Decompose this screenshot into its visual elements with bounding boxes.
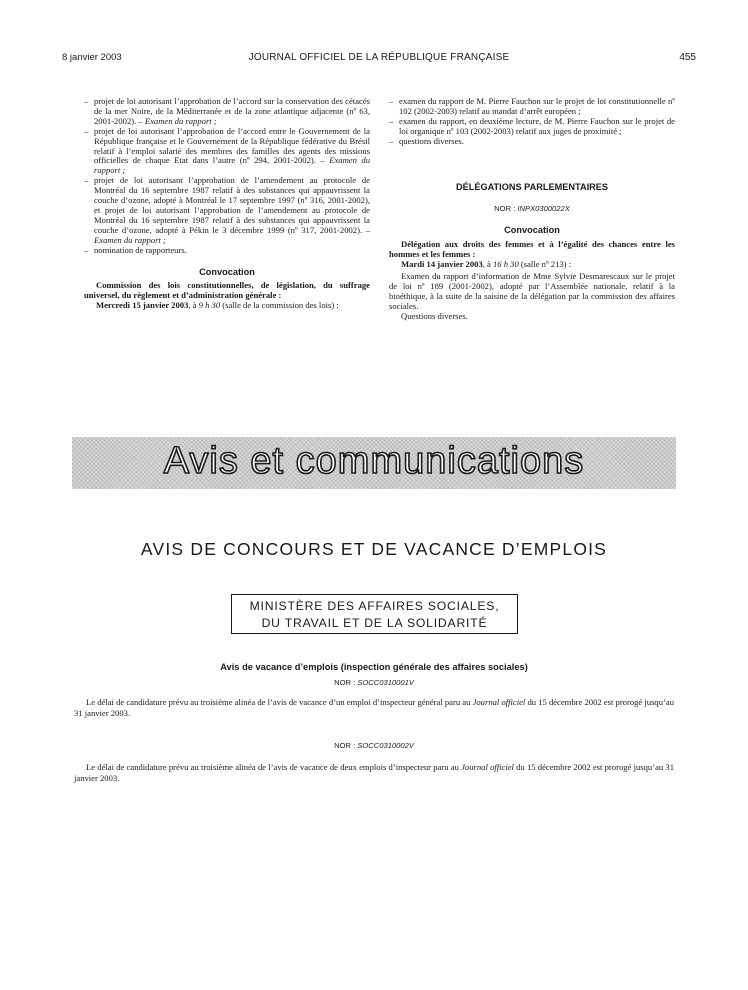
list-item: – examen du rapport, en deuxième lecture, de M. Pierre Fauchon sur le projet de loi organique nº 103 (2002-2003) relatif aux juges de proximité ; (389, 115, 675, 136)
agenda-list-left (84, 97, 370, 256)
convocation-heading: Convocation (504, 225, 560, 236)
notice-paragraph-1: Le délai de candidature prévu au troisième alinéa de l’avis de vacance d’un emploi d’inspecteur général paru au Journal officiel du 15 décembre 2002 est prorogé jusqu’au 31 janvier 2003. (74, 697, 674, 718)
header-date: 8 janvier 2003 (62, 52, 122, 63)
ministry-line-1: MINISTÈRE DES AFFAIRES SOCIALES, (249, 599, 500, 613)
list-item: – projet de loi autorisant l’approbation de l’accord entre le Gouvernement de la République française et le Gouvernement de la République fédérative du Brésil relatif à l’emploi salarié des membres des familles des agents des missions officielles de chaque Etat dans l’autre (nº 294, 2001-2002). – Examen du rapport ; (84, 125, 371, 176)
nor-reference: NOR : SOCC0310002V (334, 741, 414, 750)
delegations-heading: DÉLÉGATIONS PARLEMENTAIRES (455, 181, 609, 192)
list-item: – nomination de rapporteurs. (84, 244, 187, 255)
header-journal-title: JOURNAL OFFICIEL DE LA RÉPUBLIQUE FRANÇAISE (248, 52, 510, 63)
convocation-heading: Convocation (199, 266, 255, 277)
left-column (84, 97, 370, 311)
header-page-number: 455 (679, 52, 696, 63)
delegation-name: Délégation aux droits des femmes et à l’égalité des chances entre les hommes et les femmes : (389, 239, 675, 260)
questions-text: Questions diverses. (401, 310, 468, 321)
list-item: – projet de loi autorisant l’approbation de l’accord sur la conservation des cétacés de la mer Noire, de la Méditerranée et de la zone atlantique adjacente (nº 63, 2001-2002). – Examen du rapport ; (84, 96, 370, 126)
banner-title: Avis et communications (163, 440, 585, 482)
section-banner (72, 437, 676, 489)
list-item: – projet de loi autorisant l’approbation de l’amendement au protocole de Montréal du 16 septembre 1987 relatif à des substances qui appauvrissent la couche d’ozone, adopté à Montréal le 17 septembre 1997 (nº 316, 2001-2002), et projet de loi autorisant l’approbation de l’amendement au protocole de Montréal du 16 septembre 1987 relatif à des substances qui appauvrissent la couche d’ozone, adopté à Pékin le 3 décembre 1999 (nº 317, 2001-2002). – Examen du rapport ; (84, 175, 370, 245)
section-title: AVIS DE CONCOURS ET DE VACANCE D’EMPLOIS (140, 539, 608, 559)
commission-name: Commission des lois constitutionnelles, de législation, du suffrage universel, du règlement et d’administration générale : (84, 280, 370, 301)
ministry-box (231, 594, 518, 634)
nor-reference: NOR : INPX0300022X (494, 204, 570, 214)
notice-paragraph-2: Le délai de candidature prévu au troisième alinéa de l’avis de vacance de deux emplois d’inspecteur paru au Journal officiel du 15 décembre 2002 est prorogé jusqu’au 31 janvier 2003. (74, 762, 674, 783)
ministry-line-2: DU TRAVAIL ET DE LA SOLIDARITÉ (261, 616, 488, 630)
meeting-info: Mardi 14 janvier 2003, à 16 h 30 (salle nº 213) : (401, 259, 572, 270)
nor-reference: NOR : SOCC0310001V (334, 678, 414, 687)
meeting-info: Mercredi 15 janvier 2003, à 9 h 30 (salle de la commission des lois) : (96, 300, 339, 311)
notice-title: Avis de vacance d’emplois (inspection générale des affaires sociales) (220, 662, 528, 672)
list-item: – questions diverses. (389, 135, 464, 146)
page-header (62, 52, 696, 66)
list-item: – examen du rapport de M. Pierre Fauchon sur le projet de loi constitutionnelle nº 102 (2002-2003) relatif au mandat d’arrêt européen ; (389, 96, 675, 116)
agenda-list-right (389, 97, 675, 147)
exam-text: Examen du rapport d’information de Mme Sylvie Desmarescaux sur le projet de loi nº 189 (2001-2002), adopté par l’Assemblée nationale, relatif à la bioéthique, à la suite de la saisine de la délégation par la commission des affaires sociales. (389, 270, 675, 311)
right-column (389, 97, 675, 322)
